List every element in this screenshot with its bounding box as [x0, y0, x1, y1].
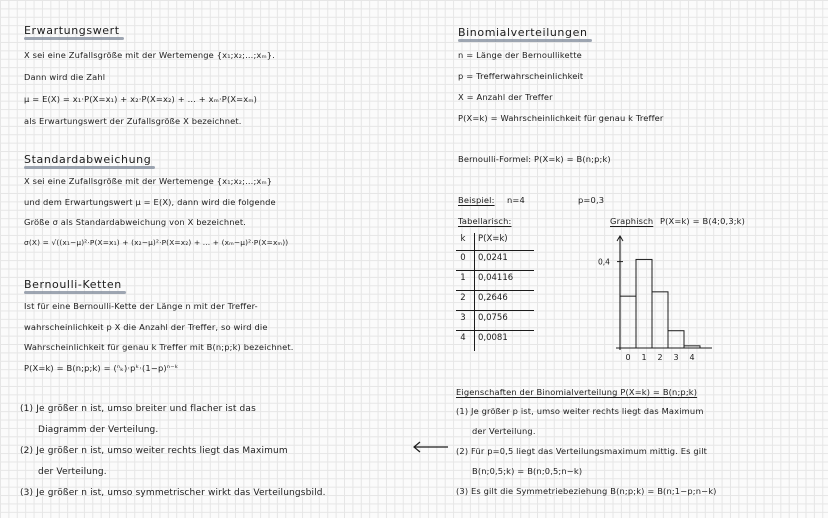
binomial-heading: Binomialverteilungen: [458, 26, 588, 39]
table-rule: [456, 270, 534, 271]
x-tick-label: 2: [657, 353, 663, 362]
beispiel-label: Beispiel:: [458, 195, 495, 205]
table-cell-k: 1: [460, 273, 466, 283]
table-cell-p: 0,0241: [478, 253, 508, 263]
eigenschaft-1: (1) Je größer p ist, umso weiter rechts liegt das Maximum: [456, 406, 704, 416]
table-cell-p: 0,0081: [478, 333, 508, 343]
x-tick-label: 4: [689, 353, 695, 362]
x-tick-label: 1: [641, 353, 647, 362]
standardabweichung-line-2: und dem Erwartungswert μ = E(X), dann wird die folgende: [24, 197, 276, 207]
table-rule: [456, 310, 534, 311]
graphisch-label: Graphisch: [610, 216, 654, 226]
rule-3: (3) Je größer n ist, umso symmetrischer wirkt das Verteilungsbild.: [20, 488, 326, 498]
y-tick-label: 0,4: [598, 257, 610, 267]
beispiel-p: p=0,3: [578, 195, 605, 205]
rule-2-cont: der Verteilung.: [38, 467, 107, 477]
rule-2: (2) Je größer n ist, umso weiter rechts liegt das Maximum: [20, 446, 288, 456]
def-n: n = Länge der Bernoullikette: [458, 50, 582, 60]
table-header-p: P(X=k): [478, 234, 508, 244]
graph-title: P(X=k) = B(4;0,3;k): [660, 216, 746, 226]
eigenschaft-1-cont: der Verteilung.: [472, 426, 536, 436]
table-header-k: k: [460, 234, 466, 244]
bernoulli-line-2: wahrscheinlichkeit p X die Anzahl der Treffer, so wird die: [24, 322, 268, 332]
erwartungswert-heading: Erwartungswert: [24, 24, 120, 37]
def-p: p = Trefferwahrscheinlichkeit: [458, 71, 584, 81]
erwartungswert-formula: μ = E(X) = x₁·P(X=x₁) + x₂·P(X=x₂) + ... + xₘ·P(X=xₘ): [24, 94, 258, 104]
bernoulli-formel: Bernoulli-Formel: P(X=k) = B(n;p;k): [458, 154, 611, 164]
erwartungswert-line-4: als Erwartungswert der Zufallsgröße X bezeichnet.: [24, 116, 242, 126]
rule-1-cont: Diagramm der Verteilung.: [38, 425, 159, 435]
eigenschaft-3: (3) Es gilt die Symmetriebeziehung B(n;p;k) = B(n;1−p;n−k): [456, 486, 717, 496]
table-rule: [456, 290, 534, 291]
x-tick-label: 0: [625, 353, 631, 362]
table-cell-p: 0,04116: [478, 273, 514, 283]
standardabweichung-formula: σ(X) = √((x₁−μ)²·P(X=x₁) + (x₂−μ)²·P(X=x₂) + ... + (xₘ−μ)²·P(X=xₘ)): [24, 238, 289, 247]
def-x: X = Anzahl der Treffer: [458, 92, 553, 102]
table-cell-k: 4: [460, 333, 466, 343]
x-tick-label: 3: [673, 353, 679, 362]
tabellarisch-label: Tabellarisch:: [458, 216, 512, 226]
table-cell-k: 3: [460, 313, 466, 323]
histogram-bar: [636, 259, 652, 348]
binomial-histogram: [590, 226, 730, 366]
bernoulli-line-1: Ist für eine Bernoulli-Kette der Länge n mit der Treffer-: [24, 301, 258, 311]
eigenschaften-heading: Eigenschaften der Binomialverteilung P(X=k) = B(n;p;k): [456, 387, 698, 397]
histogram-bar: [668, 331, 684, 348]
table-rule: [456, 330, 534, 331]
standardabweichung-heading: Standardabweichung: [24, 153, 152, 166]
table-cell-p: 0,2646: [478, 293, 508, 303]
histogram-bar: [620, 296, 636, 348]
erwartungswert-line-1: X sei eine Zufallsgröße mit der Wertemenge {x₁;x₂;...;xₘ}.: [24, 50, 276, 60]
table-cell-k: 2: [460, 293, 466, 303]
def-pxk: P(X=k) = Wahrscheinlichkeit für genau k Treffer: [458, 113, 664, 123]
rule-1: (1) Je größer n ist, umso breiter und flacher ist das: [20, 404, 256, 414]
bernoulli-heading: Bernoulli-Ketten: [24, 278, 122, 291]
beispiel-n: n=4: [507, 195, 525, 205]
histogram-bar: [652, 292, 668, 348]
table-rule: [456, 250, 534, 251]
standardabweichung-line-1: X sei eine Zufallsgröße mit der Wertemenge {x₁;x₂;...;xₘ}: [24, 176, 273, 186]
table-cell-k: 0: [460, 253, 466, 263]
standardabweichung-line-3: Größe σ als Standardabweichung von X bezeichnet.: [24, 217, 247, 227]
erwartungswert-line-2: Dann wird die Zahl: [24, 72, 106, 82]
table-cell-p: 0,0756: [478, 313, 508, 323]
bernoulli-formula: P(X=k) = B(n;p;k) = (ⁿₖ)·pᵏ·(1−p)ⁿ⁻ᵏ: [24, 363, 179, 373]
arrow-left-icon: [410, 440, 450, 454]
eigenschaft-2-cont: B(n;0,5;k) = B(n;0,5;n−k): [472, 466, 583, 476]
eigenschaft-2: (2) Für p=0,5 liegt das Verteilungsmaximum mittig. Es gilt: [456, 446, 708, 456]
bernoulli-line-3: Wahrscheinlichkeit für genau k Treffer mit B(n;p;k) bezeichnet.: [24, 342, 294, 352]
